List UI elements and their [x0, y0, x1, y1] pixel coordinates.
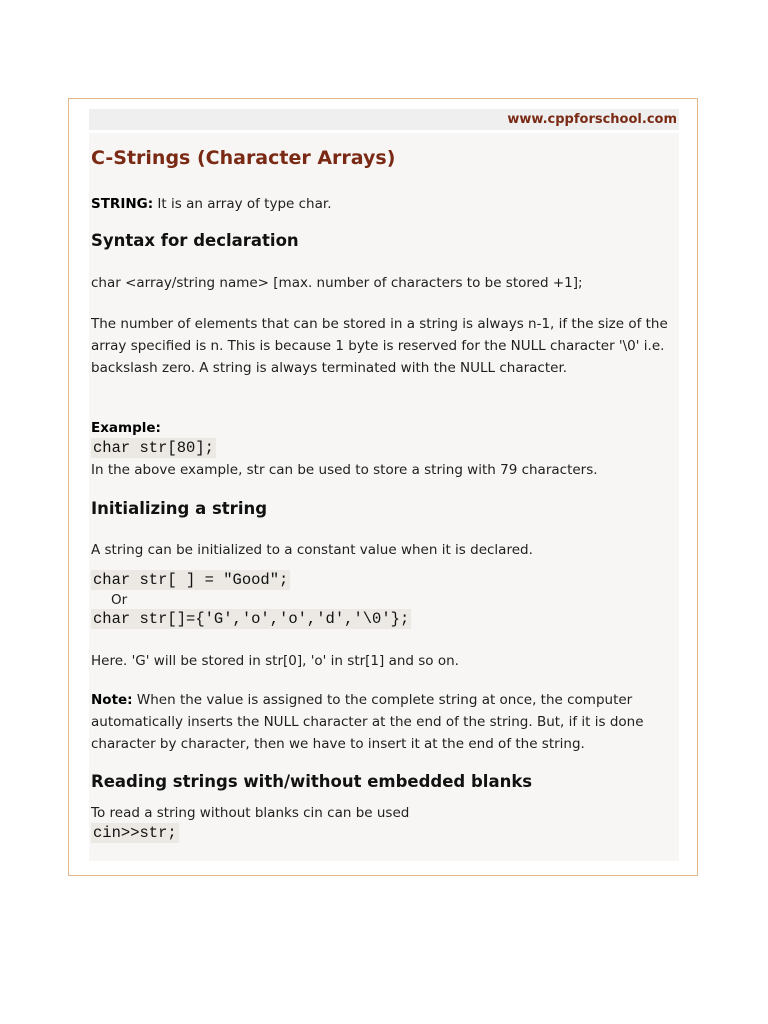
syntax-explanation: The number of elements that can be stored in a string is always n-1, if the size of the array specified is n. This is because 1 byte is reserved for the NULL character '\0' i.e. backslash zero. A string is always terminated with the NULL character. — [91, 316, 668, 376]
initializing-text: A string can be initialized to a constant value when it is declared. — [91, 542, 533, 558]
intro-paragraph — [91, 193, 671, 215]
note-text: When the value is assigned to the complete string at once, the computer automatically inserts the NULL character at the end of the string. But, if it is done character by character, then we have to insert it at the end of the string. — [91, 692, 644, 752]
init-here-text: Here. 'G' will be stored in str[0], 'o' in str[1] and so on. — [91, 653, 459, 669]
intro-label: STRING: — [91, 196, 154, 212]
syntax-line: char <array/string name> [max. number of characters to be stored +1]; — [91, 275, 583, 291]
syntax-heading: Syntax for declaration — [91, 231, 299, 250]
init-code-1: char str[ ] = "Good"; — [93, 571, 289, 589]
example-code: char str[80]; — [93, 439, 214, 457]
page-title: C-Strings (Character Arrays) — [91, 147, 396, 169]
init-code-2: char str[]={'G','o','o','d','\0'}; — [93, 610, 410, 628]
reading-code: cin>>str; — [93, 824, 177, 842]
intro-text: It is an array of type char. — [153, 196, 332, 212]
example-label: Example: — [91, 420, 161, 436]
note-paragraph — [91, 689, 671, 755]
initializing-heading: Initializing a string — [91, 499, 268, 518]
reading-text: To read a string without blanks cin can be used — [91, 805, 410, 821]
page-frame — [68, 98, 698, 876]
reading-heading: Reading strings with/without embedded blanks — [91, 772, 533, 791]
or-text: Or — [111, 592, 128, 608]
note-label: Note: — [91, 692, 133, 708]
example-text: In the above example, str can be used to store a string with 79 characters. — [91, 462, 598, 478]
site-url: www.cppforschool.com — [89, 109, 679, 130]
document-content — [89, 133, 679, 861]
